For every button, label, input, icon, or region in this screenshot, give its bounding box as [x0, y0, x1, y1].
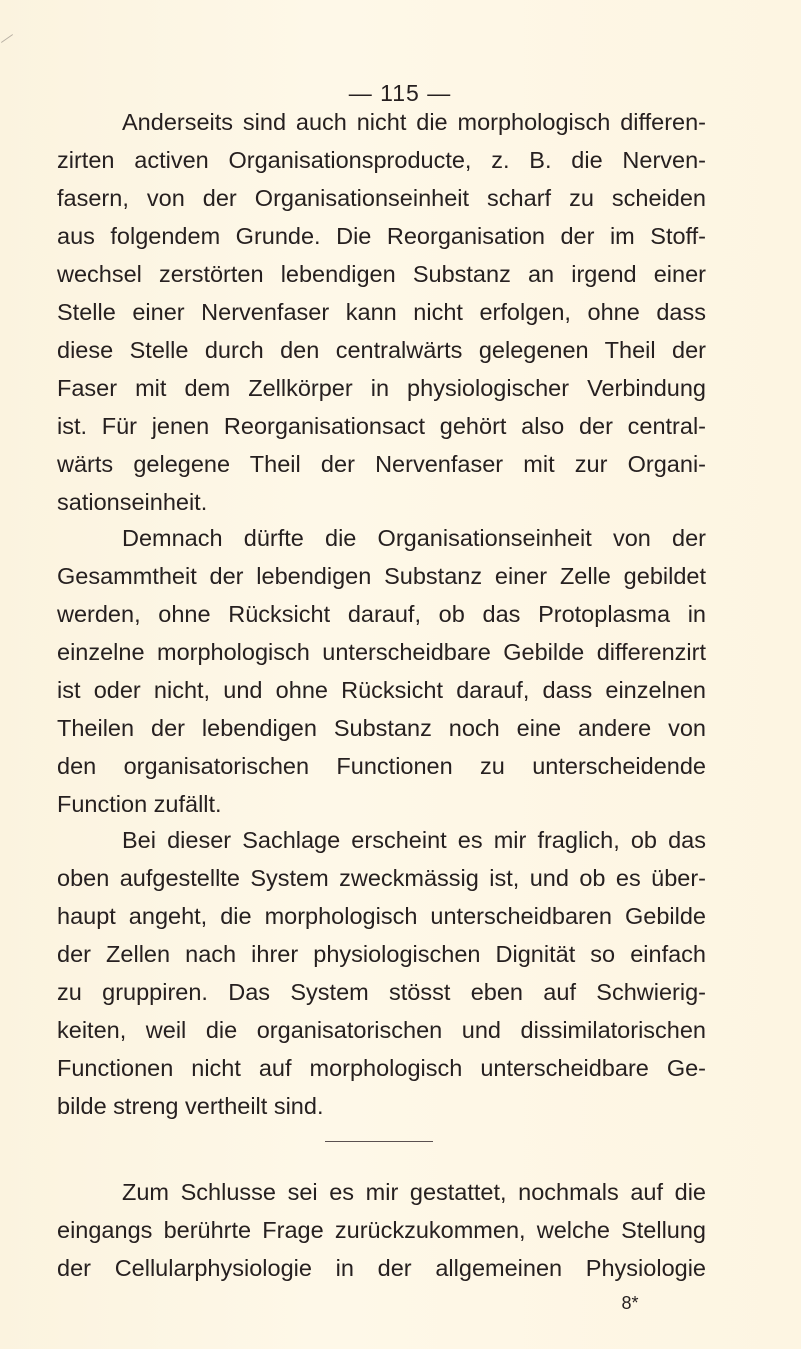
text-line: ist. Für jenen Reorganisationsact gehört also der central- [57, 413, 706, 439]
text-line: Stelle einer Nervenfaser kann nicht erfolgen, ohne dass [57, 299, 706, 325]
page-edge-mark [1, 34, 13, 43]
text-line: einzelne morphologisch unterscheidbare Gebilde differenzirt [57, 639, 706, 665]
signature-mark: 8* [621, 1293, 639, 1313]
text-line: Gesammtheit der lebendigen Substanz einer Zelle gebildet [57, 563, 706, 589]
page-number: — 115 — [348, 80, 452, 106]
text-line: zu gruppiren. Das System stösst eben auf Schwierig- [57, 979, 706, 1005]
text-line: Functionen nicht auf morphologisch unterscheidbare Ge- [57, 1055, 706, 1081]
text-line: fasern, von der Organisationseinheit scharf zu scheiden [57, 185, 706, 211]
text-line: bilde streng vertheilt sind. [57, 1093, 324, 1119]
text-line: Bei dieser Sachlage erscheint es mir fraglich, ob das [122, 827, 706, 853]
text-line: eingangs berührte Frage zurückzukommen, welche Stellung [57, 1217, 706, 1243]
text-line: aus folgendem Grunde. Die Reorganisation der im Stoff- [57, 223, 706, 249]
text-line: den organisatorischen Functionen zu unterscheidende [57, 753, 706, 779]
text-line: haupt angeht, die morphologisch unterscheidbaren Gebilde [57, 903, 706, 929]
text-line: wärts gelegene Theil der Nervenfaser mit zur Organi- [57, 451, 706, 477]
text-line: diese Stelle durch den centralwärts gelegenen Theil der [57, 337, 706, 363]
text-line: Theilen der lebendigen Substanz noch eine andere von [57, 715, 706, 741]
text-line: zirten activen Organisationsproducte, z. B. die Nerven- [57, 147, 706, 173]
text-line: ist oder nicht, und ohne Rücksicht darauf, dass einzelnen [57, 677, 706, 703]
text-line: keiten, weil die organisatorischen und dissimilatorischen [57, 1017, 706, 1043]
text-line: sationseinheit. [57, 489, 208, 515]
text-line: Function zufällt. [57, 791, 222, 817]
text-line: oben aufgestellte System zweckmässig ist, und ob es über- [57, 865, 706, 891]
text-line: Faser mit dem Zellkörper in physiologischer Verbindung [57, 375, 706, 401]
text-line: der Cellularphysiologie in der allgemeinen Physiologie [57, 1255, 706, 1281]
text-line: Demnach dürfte die Organisationseinheit von der [122, 525, 706, 551]
text-line: werden, ohne Rücksicht darauf, ob das Protoplasma in [57, 601, 706, 627]
text-line: Zum Schlusse sei es mir gestattet, nochmals auf die [122, 1179, 706, 1205]
text-line: wechsel zerstörten lebendigen Substanz an irgend einer [57, 261, 706, 287]
text-line: Anderseits sind auch nicht die morphologisch differen- [122, 109, 706, 135]
text-line: der Zellen nach ihrer physiologischen Dignität so einfach [57, 941, 706, 967]
section-divider [325, 1141, 433, 1142]
